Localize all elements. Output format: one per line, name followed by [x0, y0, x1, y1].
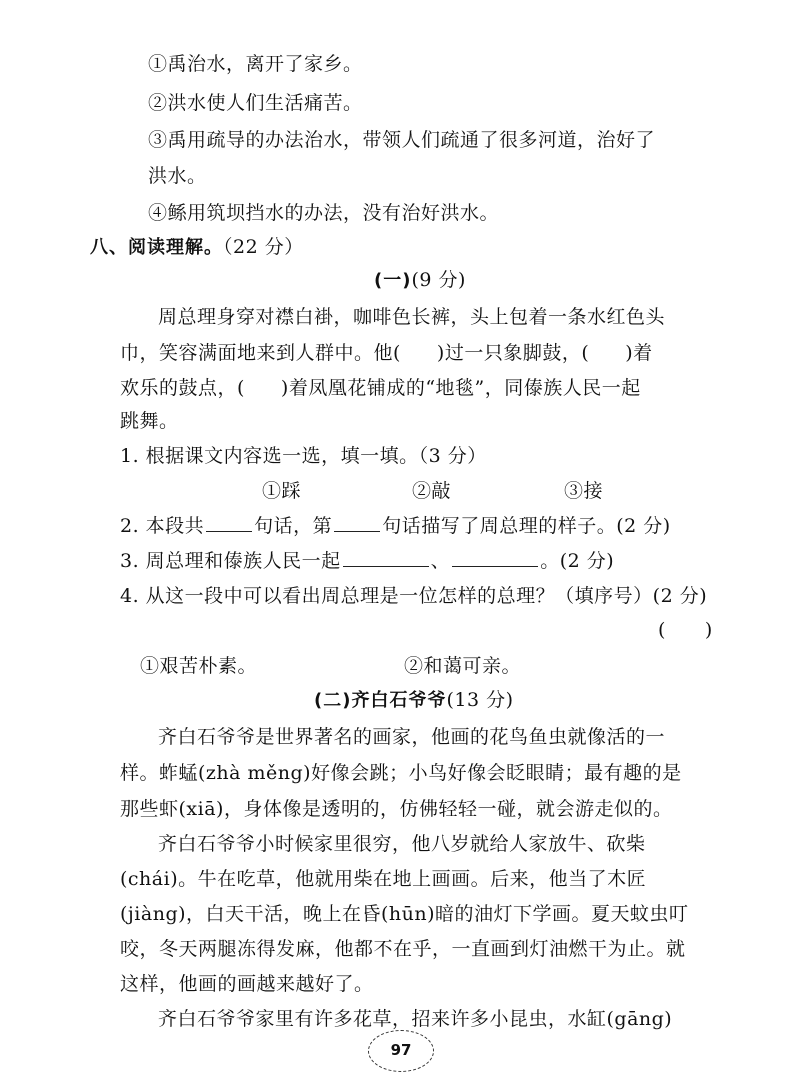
answer-blank[interactable]	[452, 550, 538, 567]
summary-item-3-cont: 洪水。	[148, 165, 207, 187]
answer-blank[interactable]	[334, 515, 380, 532]
passage-1-line-3: 欢乐的鼓点，( )着凤凰花铺成的“地毯”，同傣族人民一起	[120, 377, 641, 399]
passage-2-line-9: 齐白石爷爷家里有许多花草，招来许多小昆虫，水缸(gāng)	[158, 1008, 673, 1030]
choice-b: ②敲	[412, 480, 452, 502]
part-1-title: (一)	[374, 270, 412, 291]
choice-a: ①踩	[262, 480, 302, 502]
passage-2-line-1: 齐白石爷爷是世界著名的画家，他画的花鸟鱼虫就像活的一	[158, 726, 666, 748]
answer-blank[interactable]	[206, 515, 252, 532]
answer-blank[interactable]	[343, 550, 429, 567]
passage-2-line-2: 样。蚱蜢(zhà měng)好像会跳；小鸟好像会眨眼睛；最有趣的是	[120, 762, 682, 784]
choice-c: ③接	[564, 480, 604, 502]
section-8-heading	[90, 232, 304, 259]
question-1: 1. 根据课文内容选一选，填一填。（3 分）	[120, 445, 487, 467]
part-2-score: (13 分)	[446, 689, 514, 711]
passage-1-line-4: 跳舞。	[120, 410, 179, 432]
part-1-score: (9 分)	[411, 269, 466, 291]
answer-paren[interactable]: ( )	[658, 619, 713, 641]
passage-1-line-1: 周总理身穿对襟白褂，咖啡色长裤，头上包着一条水红色头	[158, 306, 666, 328]
passage-2-line-3: 那些虾(xiā)，身体像是透明的，仿佛轻轻一碰，就会游走似的。	[120, 798, 673, 820]
passage-2-line-5: (chái)。牛在吃草，他就用柴在地上画画。后来，他当了木匠	[120, 868, 647, 890]
part-2-title: (二)齐白石爷爷	[314, 690, 447, 711]
page-number: 97	[368, 1030, 434, 1072]
option-2: ②和蔼可亲。	[404, 655, 522, 677]
passage-2-line-6: (jiàng)，白天干活，晚上在昏(hūn)暗的油灯下学画。夏天蚊虫叮	[120, 903, 689, 925]
part-1-heading	[374, 265, 466, 292]
option-1: ①艰苦朴素。	[140, 655, 258, 677]
summary-item-2: ②洪水使人们生活痛苦。	[148, 92, 363, 114]
part-2-heading	[314, 685, 514, 712]
question-4: 4. 从这一段中可以看出周总理是一位怎样的总理？（填序号）(2 分)	[120, 585, 708, 607]
passage-2-line-8: 这样，他画的画越来越好了。	[120, 973, 374, 995]
passage-2-line-7: 咬，冬天两腿冻得发麻，他都不在乎，一直画到灯油燃干为止。就	[120, 938, 686, 960]
passage-1-line-2: 巾，笑容满面地来到人群中。他( )过一只象脚鼓，( )着	[120, 342, 653, 364]
section-8-title: 八、阅读理解。	[90, 237, 223, 258]
summary-item-3: ③禹用疏导的办法治水，带领人们疏通了很多河道，治好了	[148, 129, 656, 151]
question-3: 3. 周总理和傣族人民一起 、 。(2 分)	[120, 550, 615, 572]
question-2: 2. 本段共 句话，第 句话描写了周总理的样子。(2 分)	[120, 515, 671, 537]
summary-item-1: ①禹治水，离开了家乡。	[148, 53, 363, 75]
section-8-score: （22 分）	[223, 236, 304, 258]
summary-item-4: ④鲧用筑坝挡水的办法，没有治好洪水。	[148, 202, 500, 224]
passage-2-line-4: 齐白石爷爷小时候家里很穷，他八岁就给人家放牛、砍柴	[158, 833, 646, 855]
